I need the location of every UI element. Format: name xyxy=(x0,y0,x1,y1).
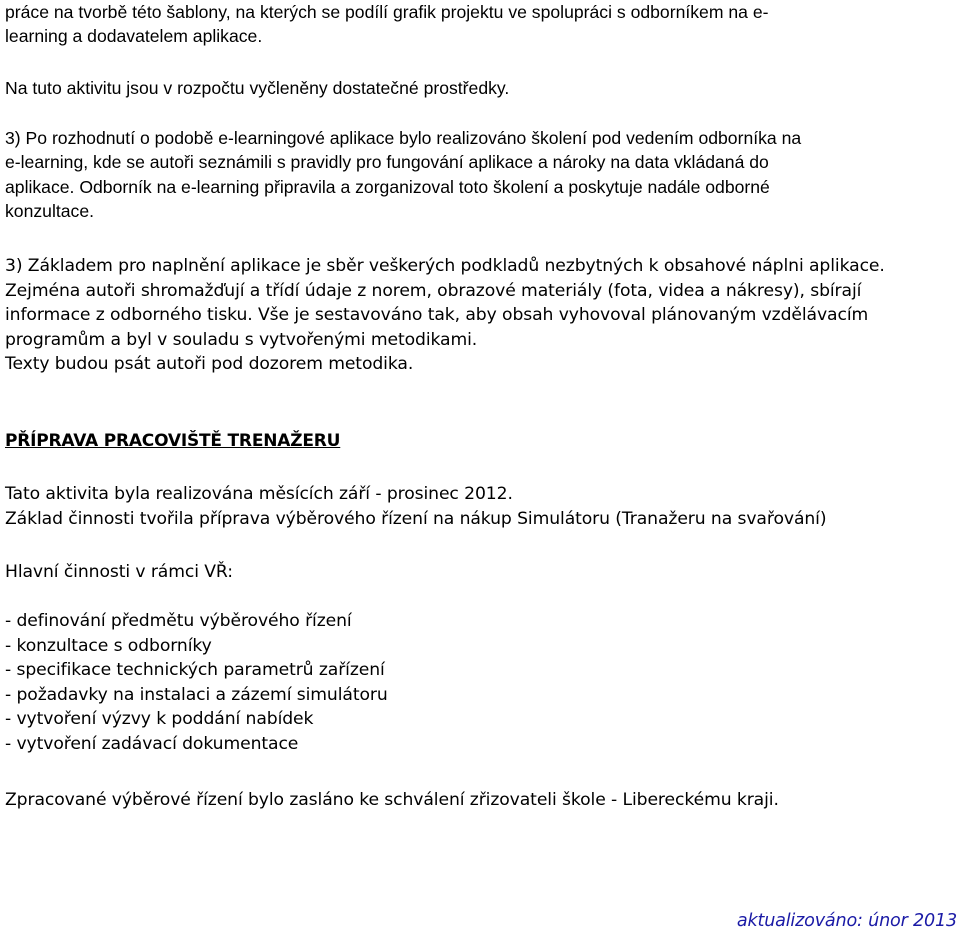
training-line-4: konzultace. xyxy=(5,200,94,221)
conclusion-text: Zpracované výběrové řízení bylo zasláno ke schválení zřizovateli škole - Libereckému kraji. xyxy=(5,790,779,810)
main-activities-label xyxy=(5,560,233,585)
main-activities-label-text: Hlavní činnosti v rámci VŘ: xyxy=(5,562,233,582)
list-item: - požadavky na instalaci a zázemí simulátoru xyxy=(5,684,388,705)
list-item: - konzultace s odborníky xyxy=(5,635,212,656)
conclusion-paragraph xyxy=(5,788,779,813)
training-line-3: aplikace. Odborník na e-learning připravila a zorganizoval toto školení a poskytuje nadále odborné xyxy=(5,176,770,197)
training-line-1: 3) Po rozhodnutí o podobě e-learningové aplikace bylo realizováno školení pod vedením odborníka na xyxy=(5,128,802,148)
training-paragraph xyxy=(5,126,801,223)
content-line-5: Texty budou psát autoři pod dozorem metodika. xyxy=(5,354,414,374)
section-heading: PŘÍPRAVA PRACOVIŠTĚ TRENAŽERU xyxy=(5,431,341,451)
content-line-3: informace z odborného tisku. Vše je sestavováno tak, aby obsah vyhovoval plánovaným vzdělávacím xyxy=(5,305,869,325)
activity-line-1: Tato aktivita byla realizována měsících září - prosinec 2012. xyxy=(5,484,513,504)
budget-paragraph xyxy=(5,76,509,100)
activity-line-2: Základ činnosti tvořila příprava výběrového řízení na nákup Simulátoru (Tranažeru na svařování) xyxy=(5,508,827,529)
content-line-4: programům a byl v souladu s vytvořenými metodikami. xyxy=(5,329,478,350)
list-item: - definování předmětu výběrového řízení xyxy=(5,611,352,631)
intro-paragraph xyxy=(5,0,768,49)
list-item: - vytvoření výzvy k poddání nabídek xyxy=(5,709,314,729)
activities-list xyxy=(5,609,388,756)
intro-line-2: learning a dodavatelem aplikace. xyxy=(5,26,263,47)
list-item: - vytvoření zadávací dokumentace xyxy=(5,733,299,754)
budget-note: Na tuto aktivitu jsou v rozpočtu vyčleněny dostatečné prostředky. xyxy=(5,78,510,98)
content-paragraph xyxy=(5,254,885,377)
last-updated-footer: aktualizováno: únor 2013 xyxy=(736,911,957,931)
content-line-1: 3) Základem pro naplnění aplikace je sběr veškerých podkladů nezbytných k obsahové náplni aplikace. xyxy=(5,256,885,276)
intro-line-1: práce na tvorbě této šablony, na kterých se podílí grafik projektu ve spolupráci s odborníkem na e- xyxy=(5,2,769,22)
content-line-2: Zejména autoři shromažďují a třídí údaje z norem, obrazové materiály (fota, videa a nákresy), sbírají xyxy=(5,280,862,301)
list-item: - specifikace technických parametrů zařízení xyxy=(5,660,385,680)
training-line-2: e-learning, kde se autoři seznámili s pravidly pro fungování aplikace a nároky na data vkládaná do xyxy=(5,152,769,173)
activity-paragraph xyxy=(5,482,826,531)
